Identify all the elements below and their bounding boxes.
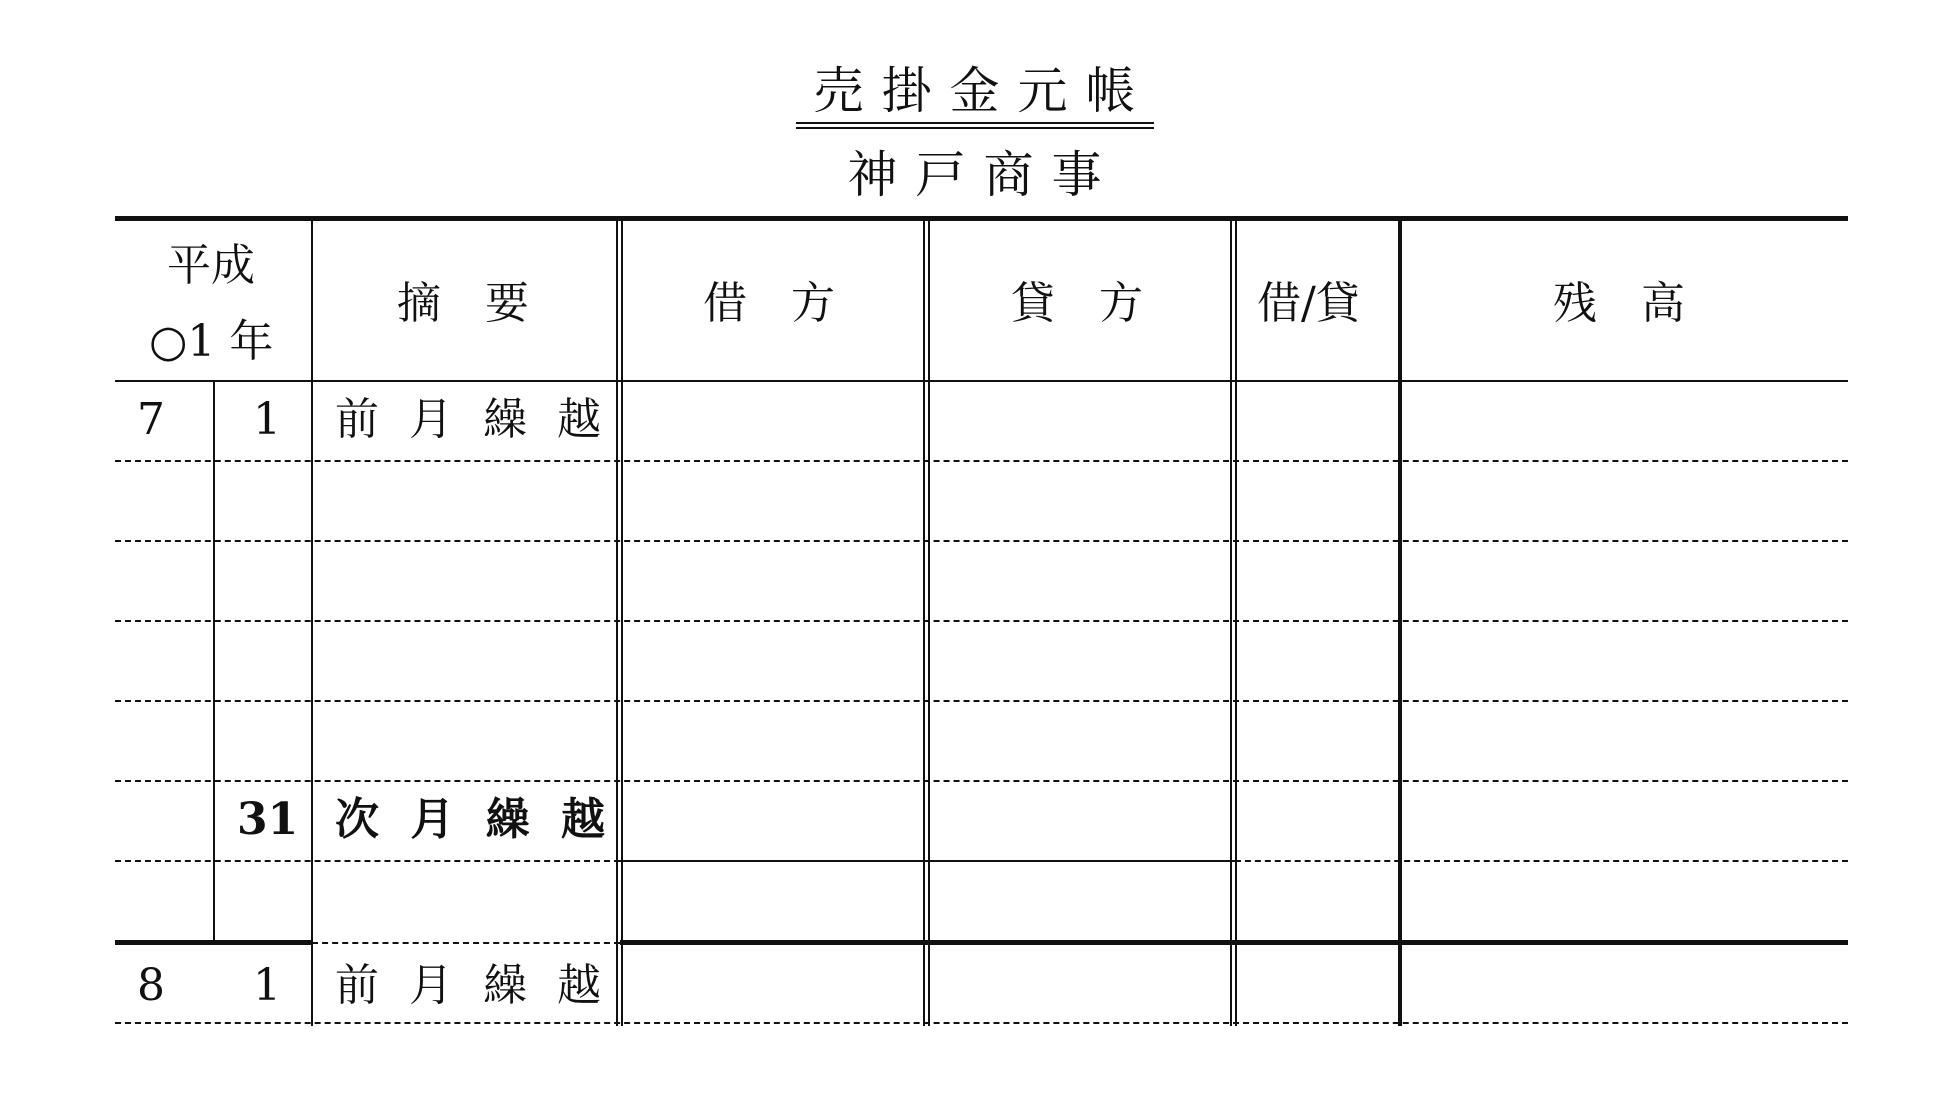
row-summary: 前 月 繰 越 [335,394,609,445]
header-dr-cr: 借/貸 [1257,278,1360,329]
debit-credit-divider [923,216,925,1026]
summary-debit-divider [621,216,623,1026]
month-end-rule [620,940,1848,945]
row-month: 8 [137,960,165,1011]
header-bottom-rule [115,380,1848,382]
credit-drcr-divider [1230,216,1232,1026]
summary-debit-divider [616,216,618,1026]
row-divider [115,460,1848,462]
row-divider [115,860,620,862]
top-rule [115,216,1848,221]
row-divider [115,700,1848,702]
row-month: 7 [137,394,165,445]
row-divider [115,540,1848,542]
header-summary: 摘 要 [397,278,529,329]
row-divider [115,620,1848,622]
month-day-divider [213,380,215,940]
ledger-title: 売掛金元帳 [0,66,1949,129]
date-summary-divider [311,216,313,1026]
row-divider [1235,860,1848,862]
header-credit: 貸 方 [1011,278,1143,329]
month-end-rule [115,940,312,945]
drcr-balance-divider [1398,216,1402,1026]
row-summary: 前 月 繰 越 [335,960,609,1011]
row-summary: 次 月 繰 越 [335,794,613,845]
header-year: ○1 年 [149,316,274,367]
credit-drcr-divider [1235,216,1237,1026]
ledger-table [115,216,1848,1026]
month-end-rule-summary [312,942,620,944]
row-day: 31 [237,794,299,845]
row-day: 1 [253,394,281,445]
header-debit: 借 方 [703,278,835,329]
debit-credit-divider [928,216,930,1026]
header-era: 平成 [167,240,255,291]
customer-name: 神戸商事 [847,146,1120,204]
bottom-rule [115,1022,1848,1024]
row-divider [115,780,1848,782]
header-balance: 残 高 [1553,278,1685,329]
row-day: 1 [253,960,281,1011]
